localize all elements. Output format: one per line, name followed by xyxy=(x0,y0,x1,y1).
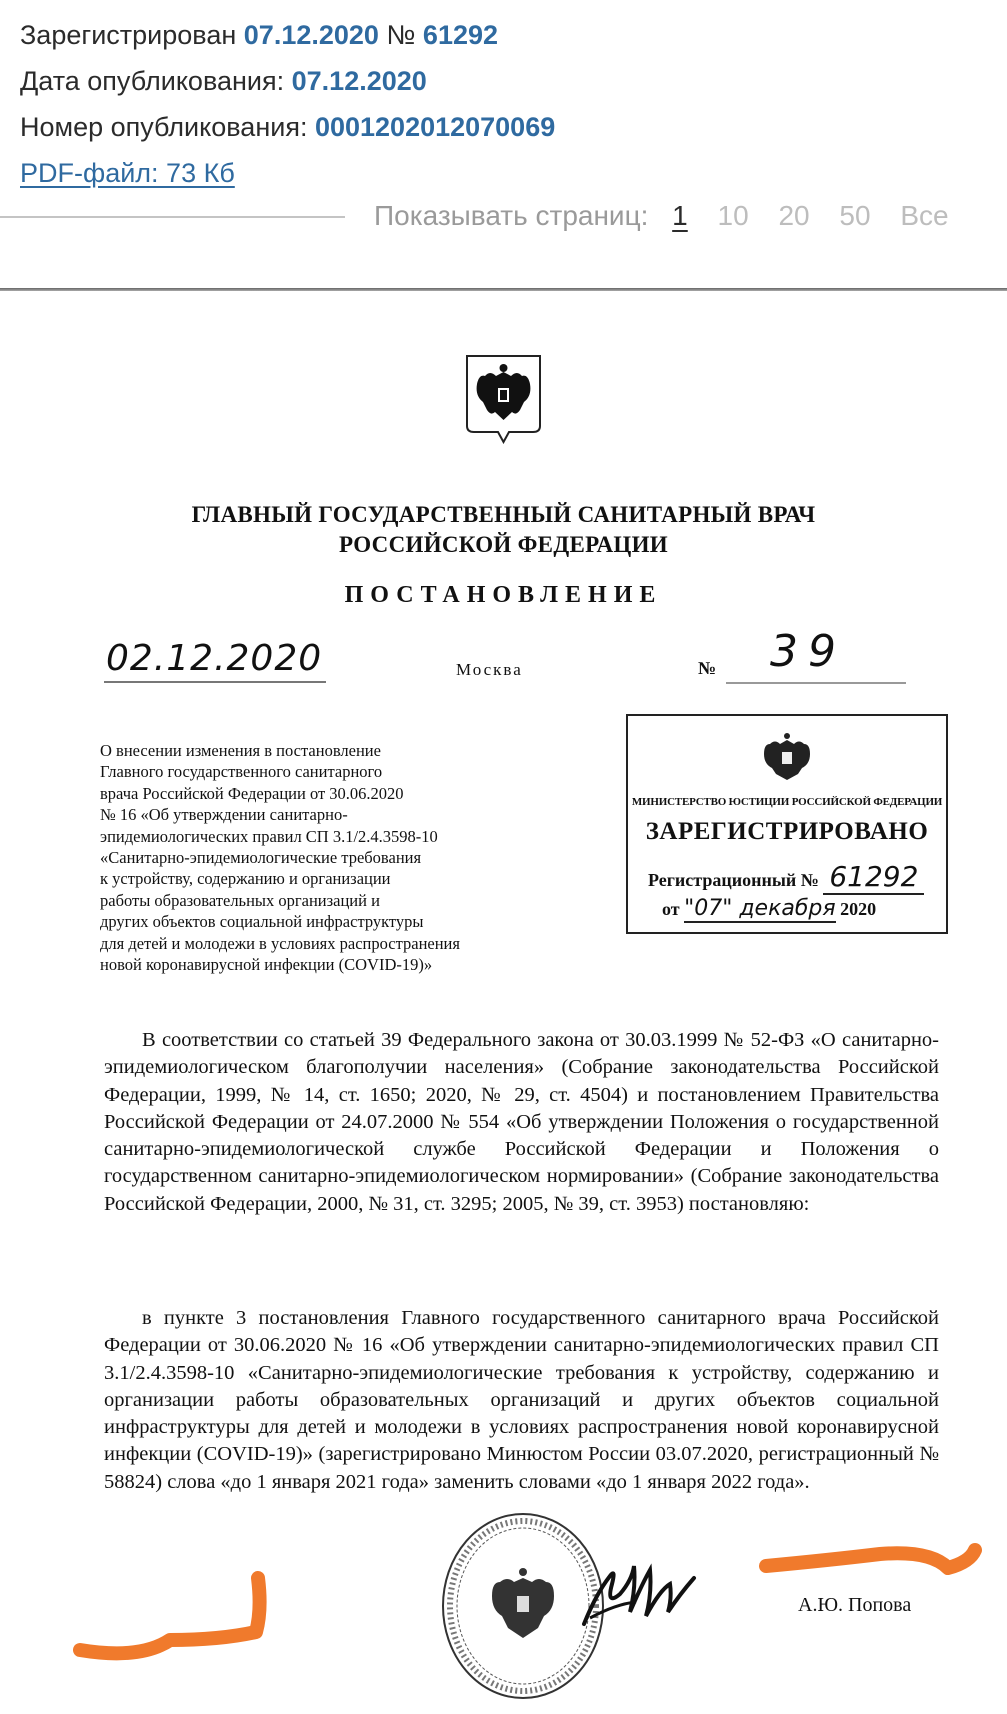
issuing-authority xyxy=(0,500,1007,560)
subject-line: врача Российской Федерации от 30.06.2020 xyxy=(100,783,404,803)
number-sign: № xyxy=(698,658,717,678)
pager-option-1[interactable]: 1 xyxy=(672,200,688,231)
stamp-date-prefix: от xyxy=(662,899,680,919)
stamp-reg-label: Регистрационный № xyxy=(648,870,819,890)
stamp-eagle-icon xyxy=(758,730,816,782)
registration-row xyxy=(20,12,555,58)
publication-number-row xyxy=(20,104,555,150)
publication-date-row xyxy=(20,58,555,104)
signer-name: А.Ю. Попова xyxy=(798,1594,912,1616)
signature-icon xyxy=(576,1554,716,1634)
document-page xyxy=(0,292,1007,1714)
authority-line-1: ГЛАВНЫЙ ГОСУДАРСТВЕННЫЙ САНИТАРНЫЙ ВРАЧ xyxy=(191,502,816,527)
registered-number-sign: № xyxy=(386,20,416,50)
handwritten-number: 39 xyxy=(770,626,846,677)
pages-per-view-selector xyxy=(374,200,949,232)
pager-option-50[interactable]: 50 xyxy=(839,200,871,231)
subject-line: новой коронавирусной инфекции (COVID-19)» xyxy=(100,955,433,975)
document-subject xyxy=(100,740,570,975)
registered-date: 07.12.2020 xyxy=(243,20,379,50)
stamp-registered: ЗАРЕГИСТРИРОВАНО xyxy=(645,818,929,845)
subject-line: к устройству, содержанию и организации xyxy=(100,869,391,889)
pdf-download-link[interactable]: PDF-файл: 73 Кб xyxy=(20,158,235,188)
registered-number: 61292 xyxy=(422,20,499,50)
pager-option-all[interactable]: Все xyxy=(900,200,949,231)
stamp-reg-number-row xyxy=(648,860,924,893)
preamble-paragraph: В соответствии со статьей 39 Федерального закона от 30.03.1999 № 52-ФЗ «О санитарно-эпидемиологическом благополучии населения» (Собрание законодательства Российской Федерации, 1999, № 14, ст. 1650; 2020, № 29, ст. 4504) и постановлением Правительства Российской Федерации от 24.07.2000 № 554 «Об утверждении Положения о государственной санитарно-эпидемиологической службе Российской Федерации и Положения о государственном санитарно-эпидемиологическом нормировании» (Собрание законодательства Российской Федерации, 2000, № 31, ст. 3295; 2005, № 39, ст. 3953) постановляю: xyxy=(104,1029,939,1215)
document-type: ПОСТАНОВЛЕНИЕ xyxy=(344,582,663,608)
pubnum-label: Номер опубликования: xyxy=(20,112,308,142)
subject-line: № 16 «Об утверждении санитарно- xyxy=(100,805,348,825)
pager-option-20[interactable]: 20 xyxy=(778,200,810,231)
divider xyxy=(0,216,345,218)
city: Москва xyxy=(456,660,523,679)
pager-option-10[interactable]: 10 xyxy=(717,200,749,231)
subject-line: эпидемиологических правил СП 3.1/2.4.3598-10 xyxy=(100,826,438,846)
registered-label: Зарегистрирован xyxy=(20,20,237,50)
stamp-year: 2020 xyxy=(840,899,877,919)
stamp-reg-number: 61292 xyxy=(823,860,924,895)
published-label: Дата опубликования: xyxy=(20,66,285,96)
coat-of-arms-icon xyxy=(465,354,542,444)
ministry-registration-stamp xyxy=(626,714,948,934)
stamp-date-row xyxy=(662,896,876,921)
subject-line: работы образовательных организаций и xyxy=(100,890,380,910)
subject-line: других объектов социальной инфраструктуры xyxy=(100,912,424,932)
pubnum-value: 0001202012070069 xyxy=(314,112,556,142)
subject-line: О внесении изменения в постановление xyxy=(100,741,381,760)
document-metadata xyxy=(20,12,555,196)
published-date: 07.12.2020 xyxy=(291,66,427,96)
authority-line-2: РОССИЙСКОЙ ФЕДЕРАЦИИ xyxy=(339,532,668,557)
resolution-paragraph: в пункте 3 постановления Главного государственного санитарного врача Российской Федерации от 30.06.2020 № 16 «Об утверждении санитарно-эпидемиологических правил СП 3.1/2.4.3598-10 «Санитарно-эпидемиологические требования к устройству, содержанию и организации работы образовательных организаций и других объектов социальной инфраструктуры для детей и молодежи в условиях распространения новой коронавирусной инфекции (COVID-19)» (зарегистрировано Минюстом России 03.07.2020, регистрационный № 58824) слова «до 1 января 2021 года» заменить словами «до 1 января 2022 года». xyxy=(104,1307,939,1493)
number-underline xyxy=(726,682,906,684)
document-top-border xyxy=(0,288,1007,291)
subject-line: «Санитарно-эпидемиологические требования xyxy=(100,848,422,868)
subject-line: Главного государственного санитарного xyxy=(100,762,383,782)
subject-line: для детей и молодежи в условиях распространения xyxy=(100,933,460,953)
stamp-ministry: МИНИСТЕРСТВО ЮСТИЦИИ РОССИЙСКОЙ ФЕДЕРАЦИИ xyxy=(631,796,943,808)
pager-label: Показывать страниц: xyxy=(374,200,649,231)
stamp-date: "07" декабря xyxy=(684,896,836,921)
handwritten-date: 02.12.2020 xyxy=(104,638,326,683)
